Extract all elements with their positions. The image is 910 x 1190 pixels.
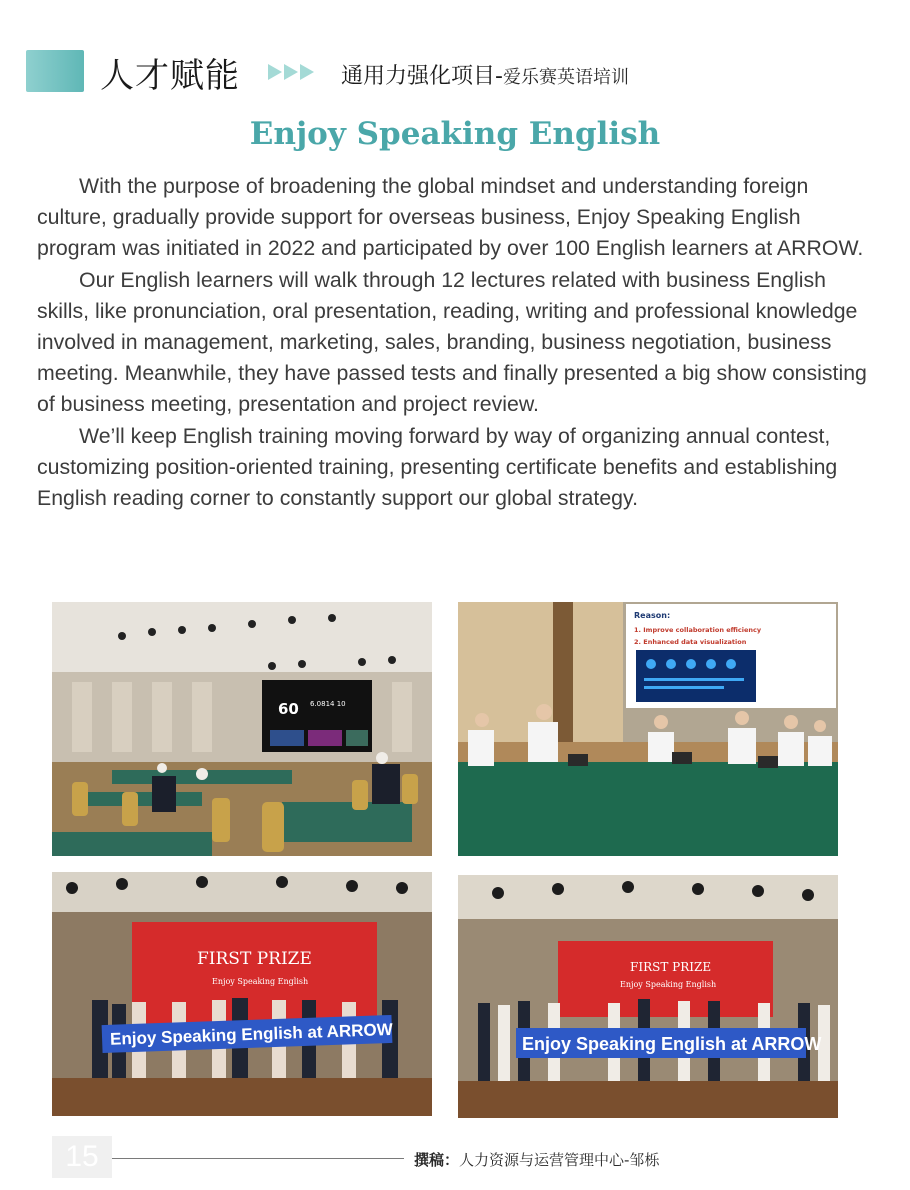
banner-text: Enjoy Speaking English at ARROW	[522, 1034, 822, 1054]
slide-point-2: 2. Enhanced data visualization	[634, 638, 747, 646]
footer-divider	[112, 1158, 404, 1159]
footer-credit	[414, 1149, 659, 1170]
photo-award-group-1	[52, 872, 432, 1116]
credit-label: 撰稿：	[414, 1151, 460, 1169]
subtitle-program: 通用力强化项目-	[341, 64, 503, 89]
arrow-right-icon	[268, 64, 282, 80]
screen-number: 60	[278, 700, 299, 718]
credit-author: 人力资源与运营管理中心-邹栎	[459, 1151, 660, 1169]
slide-point-1: 1. Improve collaboration efficiency	[634, 626, 762, 634]
screen-award-subtitle: Enjoy Speaking English	[212, 977, 309, 986]
header-accent-block	[26, 50, 84, 92]
banner-text: Enjoy Speaking English at ARROW	[109, 1019, 393, 1049]
slide-heading: Reason:	[634, 611, 671, 620]
arrow-right-icon	[284, 64, 298, 80]
photo-lecture-hall	[52, 602, 432, 856]
section-subtitle	[341, 59, 629, 90]
article-body	[37, 171, 877, 514]
paragraph: We’ll keep English training moving forward by way of organizing annual contest, customizing position-oriented training, presenting certificate benefits and establishing English reading corner to constantly support our global strategy.	[37, 423, 838, 511]
subtitle-course: 爱乐赛英语培训	[502, 67, 629, 88]
article-title: Enjoy Speaking English	[249, 116, 661, 152]
screen-award-title: FIRST PRIZE	[630, 960, 712, 974]
photo-award-group-2	[458, 875, 838, 1118]
screen-award-title: FIRST PRIZE	[197, 949, 312, 969]
section-title: 人才赋能	[100, 56, 240, 96]
paragraph: Our English learners will walk through 12 lectures related with business English skills, like pronunciation, oral presentation, reading, writing and professional knowledge involved in management, marketing, sales, branding, business negotiation, business meeting. Meanwhile, they have passed tests and finally presented a big show consisting of business meeting, presentation and project review.	[37, 267, 867, 417]
page-number: 15	[65, 1140, 99, 1173]
screen-award-subtitle: Enjoy Speaking English	[620, 980, 717, 989]
screen-date: 6.0814 10	[310, 700, 346, 708]
paragraph: With the purpose of broadening the global mindset and understanding foreign culture, gradually provide support for overseas business, Enjoy Speaking English program was initiated in 2022 and participated by over 100 English learners at ARROW.	[37, 174, 864, 261]
arrow-right-icon	[300, 64, 314, 80]
photo-business-meeting	[458, 602, 838, 856]
arrow-icons	[268, 64, 314, 80]
